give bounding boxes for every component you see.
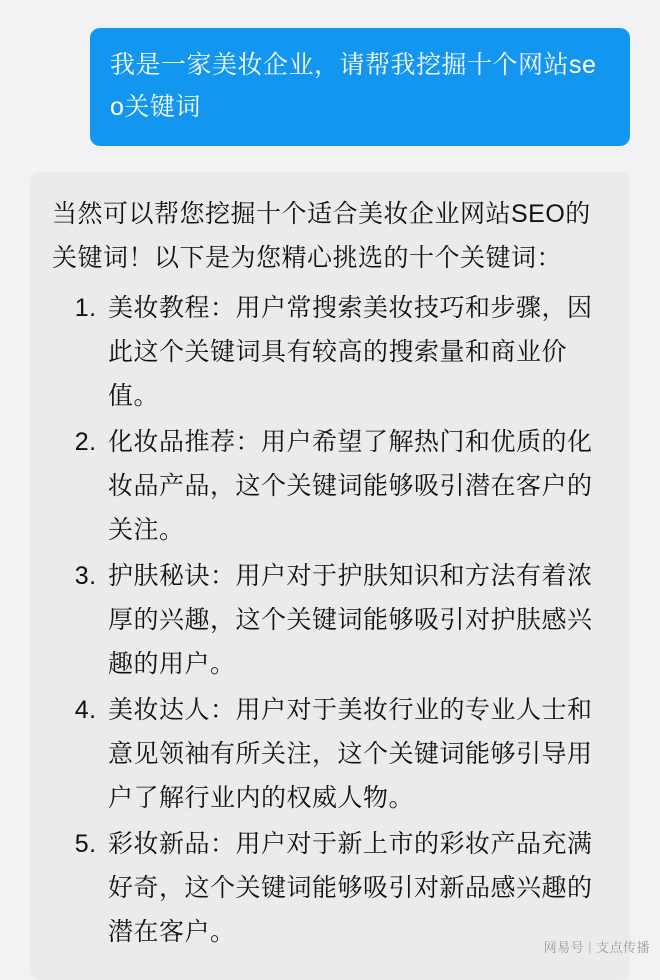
assistant-message-bubble	[30, 172, 630, 980]
list-item: 4. 美妆达人：用户对于美妆行业的专业人士和意见领袖有所关注，这个关键词能够引导用户了解行业内的权威人物。	[104, 688, 608, 820]
list-item: 2. 化妆品推荐：用户希望了解热门和优质的化妆品产品，这个关键词能够吸引潜在客户的关注。	[104, 420, 608, 552]
user-message-bubble: 我是一家美妆企业，请帮我挖掘十个网站seo关键词	[90, 28, 630, 146]
keyword-list	[52, 286, 608, 954]
watermark-author: 支点传播	[595, 940, 650, 955]
watermark-source: 网易号	[543, 940, 585, 955]
watermark-separator: |	[588, 939, 592, 954]
watermark	[544, 937, 650, 956]
user-message-row	[30, 28, 630, 146]
list-item: 5. 彩妆新品：用户对于新上市的彩妆产品充满好奇，这个关键词能够吸引对新品感兴趣的潜在客户。	[104, 822, 608, 954]
list-item: 1. 美妆教程：用户常搜索美妆技巧和步骤，因此这个关键词具有较高的搜索量和商业价值。	[104, 286, 608, 418]
list-item: 3. 护肤秘诀：用户对于护肤知识和方法有着浓厚的兴趣，这个关键词能够吸引对护肤感兴趣的用户。	[104, 554, 608, 686]
assistant-message-row	[30, 172, 630, 980]
assistant-intro-text: 当然可以帮您挖掘十个适合美妆企业网站SEO的关键词！以下是为您精心挑选的十个关键词：	[52, 200, 591, 272]
